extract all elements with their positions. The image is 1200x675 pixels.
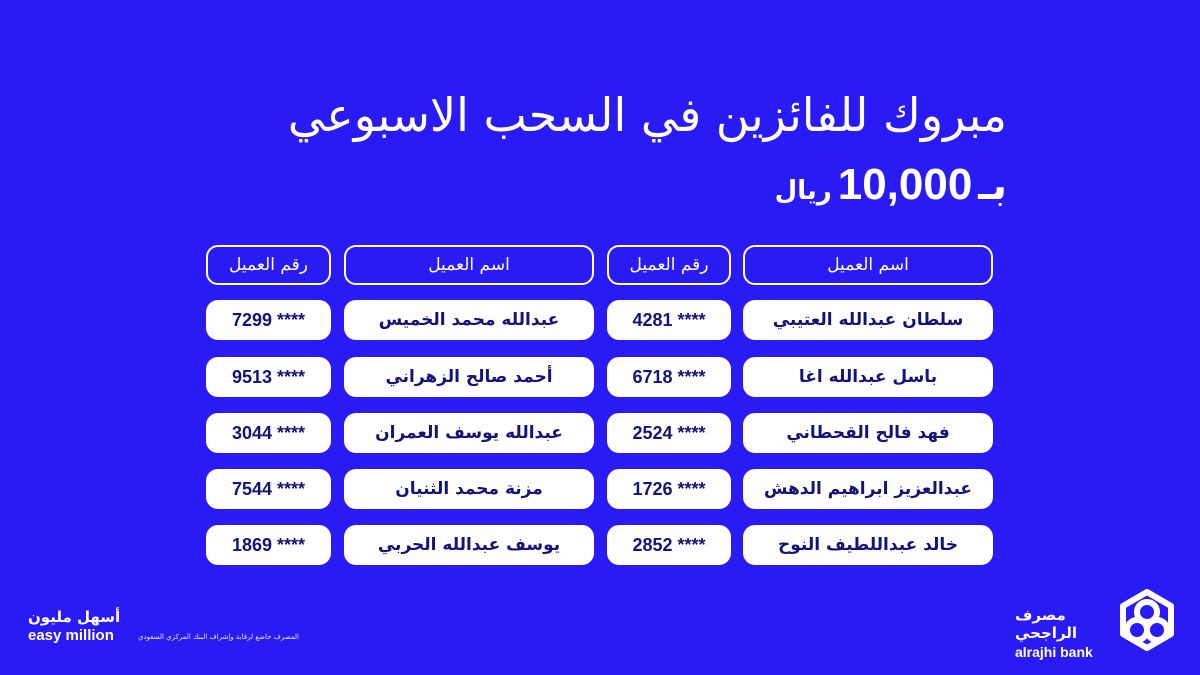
winner-name: باسل عبدالله اغا [743, 357, 993, 397]
bank-brand [1015, 606, 1110, 660]
winner-name: أحمد صالح الزهراني [344, 357, 594, 397]
headline-title: مبروك للفائزين في السحب الاسبوعي [287, 88, 1007, 142]
winner-name: عبدالله محمد الخميس [344, 300, 594, 340]
winner-name: يوسف عبدالله الحربي [344, 525, 594, 565]
prize-prefix: بـ [978, 163, 1007, 209]
winner-number: 2852 **** [607, 525, 731, 565]
winner-name: سلطان عبدالله العتيبي [743, 300, 993, 340]
campaign-brand [28, 608, 148, 644]
prize-currency: ريال [774, 176, 832, 206]
winner-number: 9513 **** [206, 357, 331, 397]
header-customer-name-1: اسم العميل [743, 245, 993, 285]
regulatory-disclaimer: المصرف خاضع لرقابة وإشراف البنك المركزي السعودي [138, 633, 299, 641]
campaign-name-ar: أسهل مليون [28, 608, 121, 626]
header-customer-number-2: رقم العميل [206, 245, 331, 285]
winner-number: 4281 **** [607, 300, 731, 340]
campaign-name-en: easy million [28, 627, 114, 644]
winner-number: 3044 **** [206, 413, 331, 453]
winner-number: 7299 **** [206, 300, 331, 340]
winner-name: عبدالله يوسف العمران [344, 413, 594, 453]
winner-name: خالد عبداللطيف النوح [743, 525, 993, 565]
header-customer-number-1: رقم العميل [607, 245, 731, 285]
bank-name-ar: مصرف الراجحي [1015, 606, 1078, 642]
winner-name: مزنة محمد الثنيان [344, 469, 594, 509]
winner-number: 2524 **** [607, 413, 731, 453]
header-customer-name-2: اسم العميل [344, 245, 594, 285]
winner-name: عبدالعزيز ابراهيم الدهش [743, 469, 993, 509]
winner-number: 7544 **** [206, 469, 331, 509]
winner-number: 1869 **** [206, 525, 331, 565]
winner-name: فهد فالح القحطاني [743, 413, 993, 453]
prize-amount [775, 160, 1007, 210]
bank-name-en: alrajhi bank [1015, 644, 1093, 660]
prize-value: 10,000 [837, 160, 973, 209]
winner-number: 6718 **** [607, 357, 731, 397]
alrajhi-logo-icon [1113, 586, 1181, 660]
winner-number: 1726 **** [607, 469, 731, 509]
